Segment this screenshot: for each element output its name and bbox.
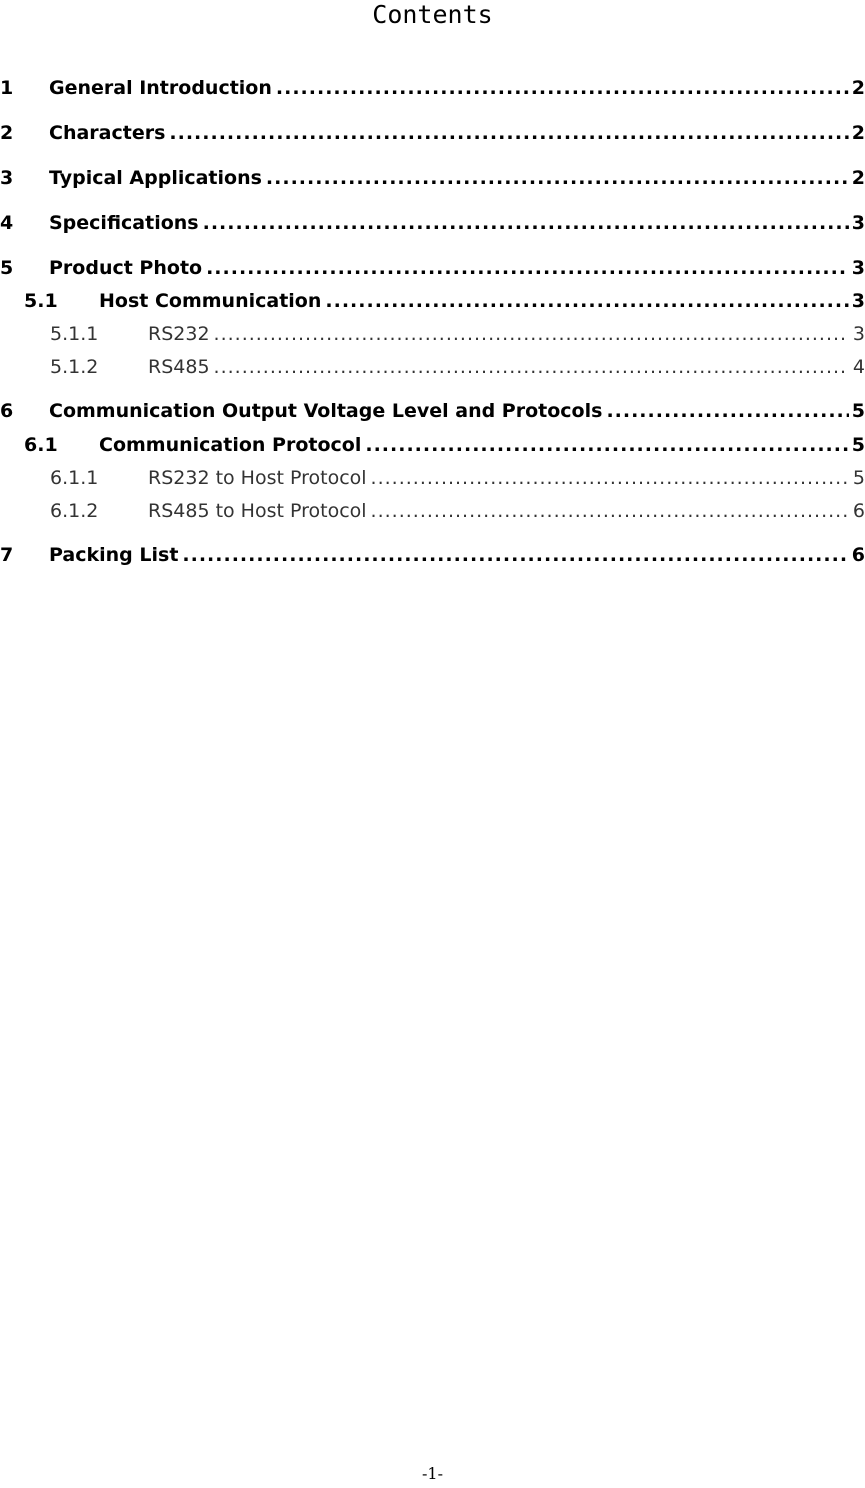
toc-entry-number: 5.1.1 [50,323,99,345]
toc-entry-page: 3 [851,257,865,279]
dot-leader [276,76,849,100]
toc-entry[interactable] [0,211,865,235]
toc-entry-number: 6.1.2 [50,500,99,522]
toc-entry-page: 2 [851,77,865,99]
toc-entry[interactable] [0,289,865,313]
dot-leader [214,355,849,379]
dot-leader [371,499,849,523]
toc-entry-label: Packing List [49,544,179,566]
toc-entry[interactable] [0,121,865,145]
dot-leader [266,166,849,190]
dot-leader [182,543,849,567]
toc-entry-page: 5 [851,434,865,456]
toc-entry-number: 1 [0,77,14,99]
toc-entry-label: RS232 [148,323,210,345]
toc-entry-number: 5 [0,257,14,279]
toc-entry-label: Communication Protocol [99,434,362,456]
page-number: -1- [422,1464,443,1483]
toc-entry-label: RS485 to Host Protocol [148,500,367,522]
toc-entry-number: 6 [0,400,14,422]
toc-entry-label: Characters [49,122,166,144]
dot-leader [606,399,849,423]
toc-entry-number: 2 [0,122,14,144]
dot-leader [325,289,849,313]
toc-entry-label: Product Photo [49,257,203,279]
toc-entry-page: 5 [851,400,865,422]
toc-entry[interactable] [0,499,865,523]
toc-entry-number: 5.1.2 [50,356,99,378]
toc-entry-label: General Introduction [49,77,272,99]
toc-entry-label: Host Communication [99,290,322,312]
toc-entry-number: 5.1 [24,290,58,312]
toc-entry-page: 3 [851,212,865,234]
toc-entry-label: RS485 [148,356,210,378]
toc-entry-page: 3 [851,290,865,312]
toc-entry-label: Typical Applications [49,167,262,189]
dot-leader [365,433,849,457]
page-title: Contents [372,0,493,29]
dot-leader [214,322,849,346]
toc-entry-number: 6.1 [24,434,58,456]
toc-entry-number: 3 [0,167,14,189]
toc-entry[interactable] [0,76,865,100]
toc-entry-label: RS232 to Host Protocol [148,467,367,489]
toc-entry-page: 4 [852,356,865,378]
dot-leader [169,121,849,145]
toc-entry[interactable] [0,166,865,190]
toc-entry[interactable] [0,466,865,490]
toc-entry[interactable] [0,433,865,457]
toc-entry[interactable] [0,543,865,567]
toc-entry[interactable] [0,399,865,423]
toc-entry-page: 2 [851,122,865,144]
toc-entry-page: 2 [851,167,865,189]
toc-entry-label: Specifications [49,212,199,234]
toc-entry-page: 5 [852,467,865,489]
toc-entry-page: 3 [852,323,865,345]
toc-entry[interactable] [0,322,865,346]
toc-entry-label: Communication Output Voltage Level and Protocols [49,400,603,422]
toc-entry-number: 6.1.1 [50,467,99,489]
dot-leader [371,466,849,490]
toc-entry[interactable] [0,256,865,280]
dot-leader [203,211,849,235]
toc-entry-number: 7 [0,544,14,566]
toc-entry-page: 6 [851,544,865,566]
toc-entry-number: 4 [0,212,14,234]
dot-leader [206,256,849,280]
toc-entry-page: 6 [852,500,865,522]
toc-entry[interactable] [0,355,865,379]
